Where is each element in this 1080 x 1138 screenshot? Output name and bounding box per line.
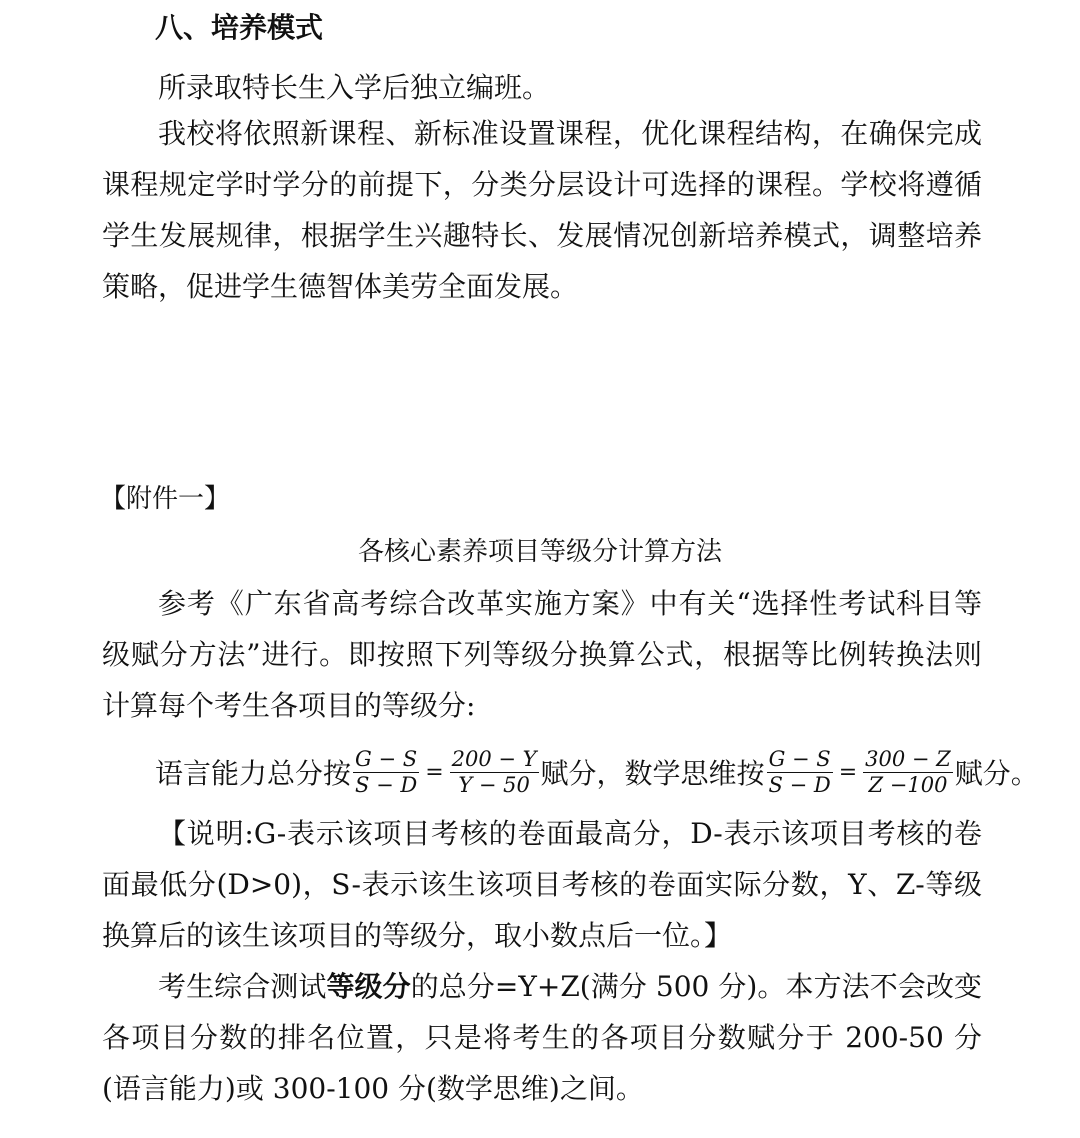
fraction-denominator: S − D [355,772,418,797]
conversion-formula [155,740,1039,804]
formula-lang-prefix: 语言能力总分按 [155,757,352,790]
section-heading: 八、培养模式 [155,11,324,44]
total-text-before: 考生综合测试 [158,970,327,1003]
fraction-numerator: 300 − Z [865,746,951,771]
formula-lang-suffix: 赋分，数学思维按 [540,757,765,790]
fraction-numerator: G − S [768,746,831,771]
formula-math-suffix: 赋分。 [954,757,1039,790]
equals-sign: = [838,759,858,785]
fraction-denominator: S − D [768,772,831,797]
fraction-numerator: 200 − Y [451,746,537,771]
paragraph-separate-class: 所录取特长生入学后独立编班。 [158,71,551,104]
formula-fraction [863,747,953,798]
paragraph-curriculum: 我校将依照新课程、新标准设置课程，优化课程结构，在确保完成课程规定学时学分的前提下，分类分层设计可选择的课程。学校将遵循学生发展规律，根据学生兴趣特长、发展情况创新培养模式，调整培养策略，促进学生德智体美劳全面发展。 [102,117,982,303]
formula-fraction [450,747,539,798]
paragraph-total-score [102,961,982,1114]
fraction-numerator: G − S [355,746,418,771]
fraction-denominator: Y − 50 [458,772,530,797]
fraction-denominator: Z −100 [868,772,948,797]
attachment-title: 各核心素养项目等级分计算方法 [357,537,722,567]
total-text-after: 的总分=Y+Z(满分 500 分)。本方法不会改变各项目分数的排名位置，只是将考生的各项目分数赋分于 200-50 分(语言能力)或 300-100 分(数学思维)之间。 [102,970,982,1105]
paragraph-note: 【说明:G-表示该项目考核的卷面最高分，D-表示该项目考核的卷面最低分(D>0)，S-表示该生该项目考核的卷面实际分数，Y、Z-等级换算后的该生该项目的等级分，取小数点后一位。】 [102,817,982,952]
attachment-label: 【附件一】 [100,484,231,514]
paragraph-intro: 参考《广东省高考综合改革实施方案》中有关“选择性考试科目等级赋分方法”进行。即按照下列等级分换算公式，根据等比例转换法则计算每个考生各项目的等级分: [102,587,982,722]
formula-fraction [767,747,833,798]
formula-fraction [353,747,419,798]
equals-sign: = [425,759,444,785]
total-text-bold: 等级分 [326,970,411,1003]
